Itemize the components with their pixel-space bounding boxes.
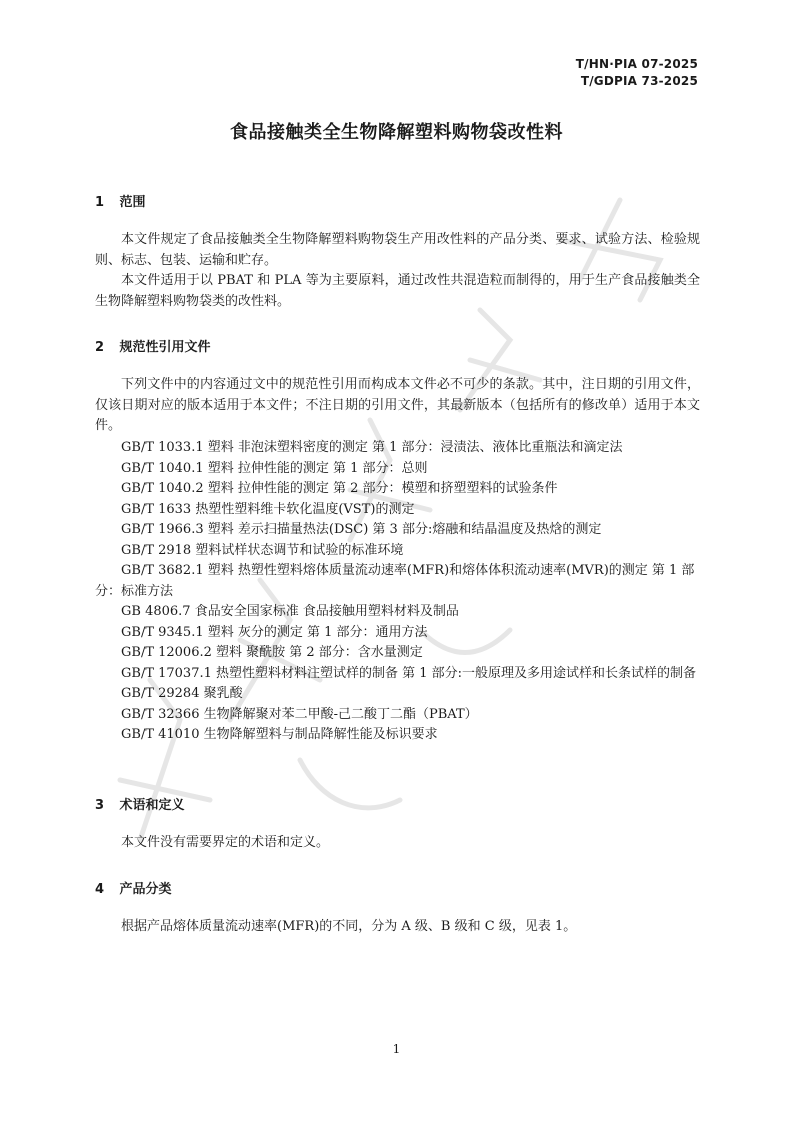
reference-item: GB/T 1033.1 塑料 非泡沫塑料密度的测定 第 1 部分：浸渍法、液体比重瓶法和滴定法: [121, 440, 623, 455]
section-3-heading: [95, 794, 185, 813]
section-number: 4: [95, 882, 105, 897]
section-title: 范围: [119, 195, 146, 210]
reference-item: GB/T 1633 热塑性塑料维卡软化温度(VST)的测定: [121, 501, 415, 517]
reference-item: GB/T 9345.1 塑料 灰分的测定 第 1 部分：通用方法: [121, 624, 428, 640]
reference-item: GB/T 2918 塑料试样状态调节和试验的标准环境: [121, 542, 404, 558]
section-title: 术语和定义: [119, 798, 185, 813]
standard-code-block: [576, 56, 698, 90]
reference-item: GB/T 3682.1 塑料 热塑性塑料熔体质量流动速率(MFR)和熔体体积流动速率(MVR)的测定 第 1 部分：标准方法: [95, 563, 695, 599]
section-2-heading: [95, 336, 211, 355]
section-1-heading: [95, 191, 146, 210]
section-4-heading: [95, 878, 172, 897]
reference-item: GB/T 32366 生物降解聚对苯二甲酸-己二酸丁二酯（PBAT）: [121, 706, 478, 722]
reference-item: GB/T 1040.1 塑料 拉伸性能的测定 第 1 部分：总则: [121, 460, 428, 476]
page-number: 1: [392, 1042, 401, 1056]
reference-item: GB/T 17037.1 热塑性塑料材料注塑试样的制备 第 1 部分:一般原理及多用途试样和长条试样的制备: [121, 665, 697, 681]
section-number: 1: [95, 195, 105, 210]
section-number: 2: [95, 340, 105, 355]
reference-item: GB/T 1966.3 塑料 差示扫描量热法(DSC) 第 3 部分:熔融和结晶温度及热焓的测定: [121, 522, 602, 537]
reference-item: GB/T 1040.2 塑料 拉伸性能的测定 第 2 部分：模塑和挤塑塑料的试验条件: [121, 481, 558, 496]
section-3-paragraph: 本文件没有需要界定的术语和定义。: [121, 835, 330, 850]
reference-item: GB/T 41010 生物降解塑料与制品降解性能及标识要求: [121, 727, 438, 742]
section-title: 规范性引用文件: [119, 340, 211, 355]
document-title: 食品接触类全生物降解塑料购物袋改性料: [230, 122, 563, 143]
standard-code-2: T/GDPIA 73-2025: [580, 74, 698, 88]
section-1-paragraph-1: 本文件规定了食品接触类全生物降解塑料购物袋生产用改性料的产品分类、要求、试验方法、检验规则、标志、包装、运输和贮存。: [95, 232, 700, 268]
section-title: 产品分类: [119, 882, 172, 897]
section-number: 3: [95, 798, 105, 813]
reference-item: GB/T 12006.2 塑料 聚酰胺 第 2 部分：含水量测定: [121, 645, 423, 660]
reference-item: GB 4806.7 食品安全国家标准 食品接触用塑料材料及制品: [121, 604, 459, 619]
section-4-paragraph: 根据产品熔体质量流动速率(MFR)的不同，分为 A 级、B 级和 C 级，见表 1。: [121, 919, 577, 934]
section-1-paragraph-2: 本文件适用于以 PBAT 和 PLA 等为主要原料，通过改性共混造粒而制得的，用于生产食品接触类全生物降解塑料购物袋类的改性料。: [95, 273, 700, 309]
normative-reference-list: [95, 438, 700, 746]
section-2-intro: 下列文件中的内容通过文中的规范性引用而构成本文件必不可少的条款。其中，注日期的引用文件，仅该日期对应的版本适用于本文件；不注日期的引用文件，其最新版本（包括所有的修改单）适用于本文件。: [95, 377, 700, 433]
reference-item: GB/T 29284 聚乳酸: [121, 686, 243, 701]
standard-code-1: T/HN·PIA 07-2025: [575, 57, 698, 71]
